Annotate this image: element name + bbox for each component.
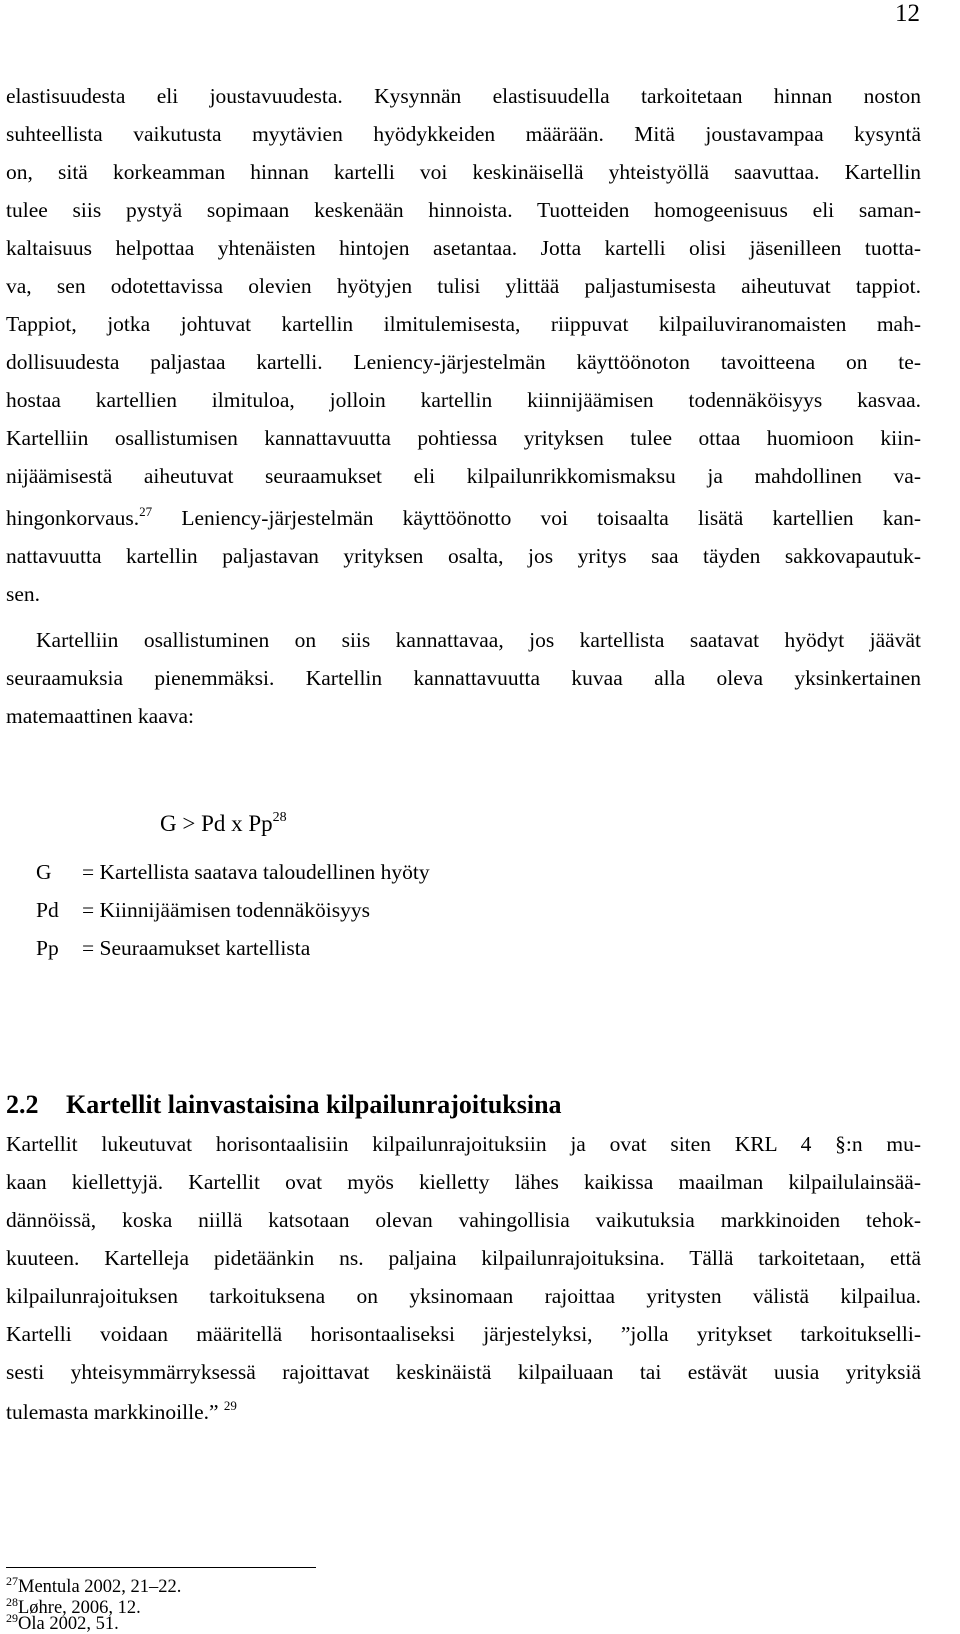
footnote-item <box>6 1611 119 1634</box>
definition-symbol: Pd <box>36 898 59 922</box>
definition-item <box>36 898 370 922</box>
text-line: sesti yhteisymmärryksessä rajoittavat keskinäistä kilpailuaan tai estävät uusia yrityksiä <box>6 1360 921 1384</box>
formula <box>160 812 287 836</box>
footnote-ref: 29 <box>223 1398 237 1413</box>
text-fragment: :n mu- <box>845 1132 921 1156</box>
footnote-number: 29 <box>6 1611 18 1625</box>
text-line: matemaattinen kaava: <box>6 704 195 728</box>
text-line: va, sen odotettavissa olevien hyötyjen tulisi ylittää paljastumisesta aiheutuvat tappiot. <box>6 274 921 298</box>
definition-item <box>36 936 310 960</box>
section-symbol: § <box>835 1132 846 1156</box>
footnote-item <box>6 1574 182 1597</box>
page-number: 12 <box>895 0 920 27</box>
text-line: Tappiot, jotka johtuvat kartellin ilmitulemisesta, riippuvat kilpailuviranomaisten mah- <box>6 312 921 336</box>
text-line: dollisuudesta paljastaa kartelli. Leniency-järjestelmän käyttöönoton tavoitteena on te- <box>6 350 921 374</box>
text-line: kuuteen. Kartelleja pidetäänkin ns. paljaina kilpailunrajoituksina. Tällä tarkoitetaan, että <box>6 1246 921 1270</box>
text-line: on, sitä korkeamman hinnan kartelli voi keskinäisellä yhteistyöllä saavuttaa. Kartellin <box>6 160 921 184</box>
text-line: kilpailunrajoituksen tarkoituksena on yksinomaan rajoittaa yritysten välistä kilpailua. <box>6 1284 921 1308</box>
footnote-number: 27 <box>6 1574 18 1588</box>
text-line <box>6 1132 921 1156</box>
text-line: dännöissä, koska niillä katsotaan olevan vahingollisia vaikutuksia markkinoiden tehok- <box>6 1208 921 1232</box>
text-line: nattavuutta kartellin paljastavan yrityksen osalta, jos yritys saa täyden sakkovapautuk- <box>6 544 921 568</box>
definition-meaning: = Seuraamukset kartellista <box>82 936 311 960</box>
definition-meaning: = Kartellista saatava taloudellinen hyöty <box>82 860 430 884</box>
text-line: suhteellista vaikutusta myytävien hyödykkeiden määrään. Mitä joustavampaa kysyntä <box>6 122 921 146</box>
definition-meaning: = Kiinnijäämisen todennäköisyys <box>82 898 371 922</box>
text-fragment: hingonkorvaus. <box>6 506 140 530</box>
definition-symbol: Pp <box>36 936 59 960</box>
section-number: 2.2 <box>6 1090 39 1119</box>
text-line: Kartelli voidaan määritellä horisontaaliseksi järjestelyksi, ”jolla yritykset tarkoitukselli- <box>6 1322 921 1346</box>
text-line: hostaa kartellien ilmituloa, jolloin kartellin kiinnijäämisen todennäköisyys kasvaa. <box>6 388 921 412</box>
footnote-ref: 28 <box>272 810 287 825</box>
text-line: seuraamuksia pienemmäksi. Kartellin kannattavuutta kuvaa alla oleva yksinkertainen <box>6 666 921 690</box>
footnote-text: Mentula 2002, 21–22. <box>18 1577 182 1597</box>
text-line: kaan kiellettyjä. Kartellit ovat myös kielletty lähes kaikissa maailman kilpailulainsää- <box>6 1170 921 1194</box>
text-line: elastisuudesta eli joustavuudesta. Kysynnän elastisuudella tarkoitetaan hinnan noston <box>6 84 921 108</box>
footnote-separator <box>6 1567 316 1568</box>
text-fragment: Leniency-järjestelmän käyttöönotto voi toisaalta lisätä kartellien kan- <box>152 506 921 530</box>
section-title: Kartellit lainvastaisina kilpailunrajoituksina <box>66 1090 562 1119</box>
definition-item <box>36 860 430 884</box>
footnote-text: Løhre, 2006, 12. <box>18 1598 141 1618</box>
footnote-text: Ola 2002, 51. <box>18 1614 119 1634</box>
text-line: sen. <box>6 582 41 606</box>
text-line: Kartelliin osallistuminen on siis kannattavaa, jos kartellista saatavat hyödyt jäävät <box>36 628 921 652</box>
text-line: Kartelliin osallistumisen kannattavuutta pohtiessa yrityksen tulee ottaa huomioon kiin- <box>6 426 921 450</box>
text-line <box>6 506 921 530</box>
definition-symbol: G <box>36 860 52 884</box>
formula-text: G > Pd x Pp <box>160 811 273 836</box>
footnote-number: 28 <box>6 1595 18 1609</box>
text-fragment: tulemasta markkinoille.” <box>6 1400 224 1424</box>
text-line: nijäämisestä aiheutuvat seuraamukset eli kilpailunrikkomismaksu ja mahdollinen va- <box>6 464 921 488</box>
section-heading <box>6 1090 562 1120</box>
text-line: kaltaisuus helpottaa yhtenäisten hintojen asetantaa. Jotta kartelli olisi jäsenilleen tuotta- <box>6 236 921 260</box>
text-line: tulee siis pystyä sopimaan keskenään hinnoista. Tuotteiden homogeenisuus eli saman- <box>6 198 921 222</box>
text-fragment: Kartellit lukeutuvat horisontaalisiin kilpailunrajoituksiin ja ovat siten KRL 4 <box>6 1132 812 1156</box>
footnote-ref: 27 <box>139 504 153 519</box>
text-line <box>6 1400 921 1424</box>
